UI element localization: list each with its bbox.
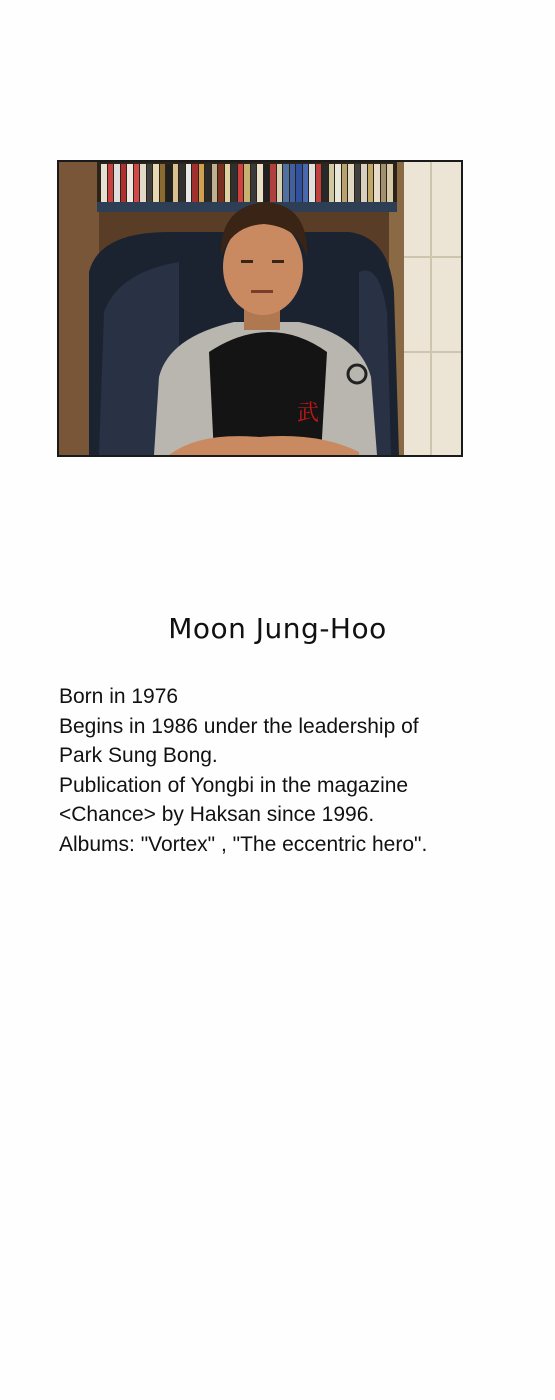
author-bio: [59, 682, 499, 859]
svg-text:武: 武: [297, 401, 320, 426]
bio-line: Publication of Yongbi in the magazine: [59, 773, 409, 797]
bio-line: Born in 1976: [59, 685, 179, 708]
author-name: Moon Jung-Hoo: [168, 612, 387, 645]
author-photo: [57, 160, 463, 457]
bio-line: Park Sung Bong.: [59, 744, 218, 767]
author-portrait-image: [59, 162, 461, 455]
bio-line: Albums: "Vortex" , "The eccentric hero".: [59, 832, 428, 856]
bio-line: Begins in 1986 under the leadership of: [59, 714, 419, 738]
bio-line: <Chance> by Haksan since 1996.: [59, 803, 375, 826]
